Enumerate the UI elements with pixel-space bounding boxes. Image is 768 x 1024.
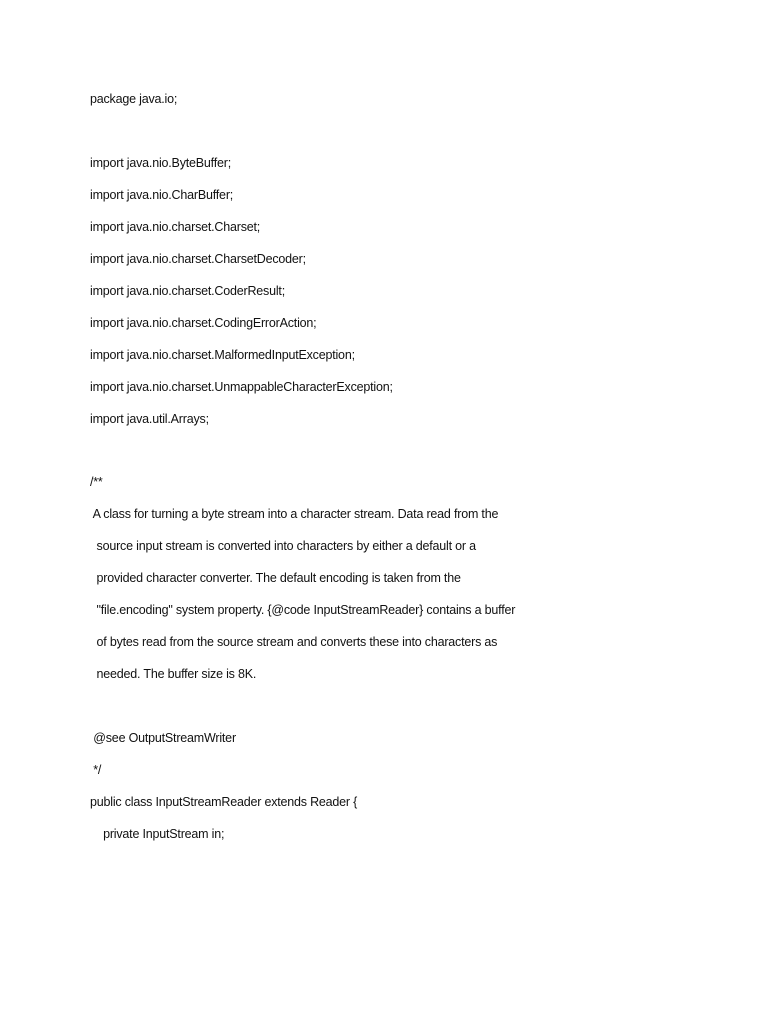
code-line-import: import java.nio.charset.UnmappableCharacterException; (90, 380, 393, 394)
comment-line: source input stream is converted into characters by either a default or a (90, 539, 476, 553)
comment-line: "file.encoding" system property. {@code InputStreamReader} contains a buffer (90, 603, 516, 617)
class-declaration: public class InputStreamReader extends Reader { (90, 795, 358, 809)
code-line-import: import java.nio.charset.Charset; (90, 220, 261, 234)
comment-open: /** (90, 475, 103, 489)
code-line-import: import java.nio.charset.CharsetDecoder; (90, 252, 306, 266)
code-line-package: package java.io; (90, 92, 178, 106)
comment-line: of bytes read from the source stream and converts these into characters as (90, 635, 498, 649)
field-declaration: private InputStream in; (90, 827, 225, 841)
code-line-import: import java.nio.charset.CodingErrorAction; (90, 316, 317, 330)
code-line-import: import java.nio.ByteBuffer; (90, 156, 231, 170)
code-line-import: import java.nio.CharBuffer; (90, 188, 234, 202)
code-line-import: import java.nio.charset.MalformedInputException; (90, 348, 355, 362)
code-line-import: import java.nio.charset.CoderResult; (90, 284, 285, 298)
comment-line: needed. The buffer size is 8K. (90, 667, 257, 681)
comment-line: A class for turning a byte stream into a character stream. Data read from the (90, 507, 499, 521)
comment-close: */ (90, 763, 102, 777)
comment-line: provided character converter. The default encoding is taken from the (90, 571, 461, 585)
code-line-import: import java.util.Arrays; (90, 412, 209, 426)
comment-see-tag: @see OutputStreamWriter (90, 731, 236, 745)
